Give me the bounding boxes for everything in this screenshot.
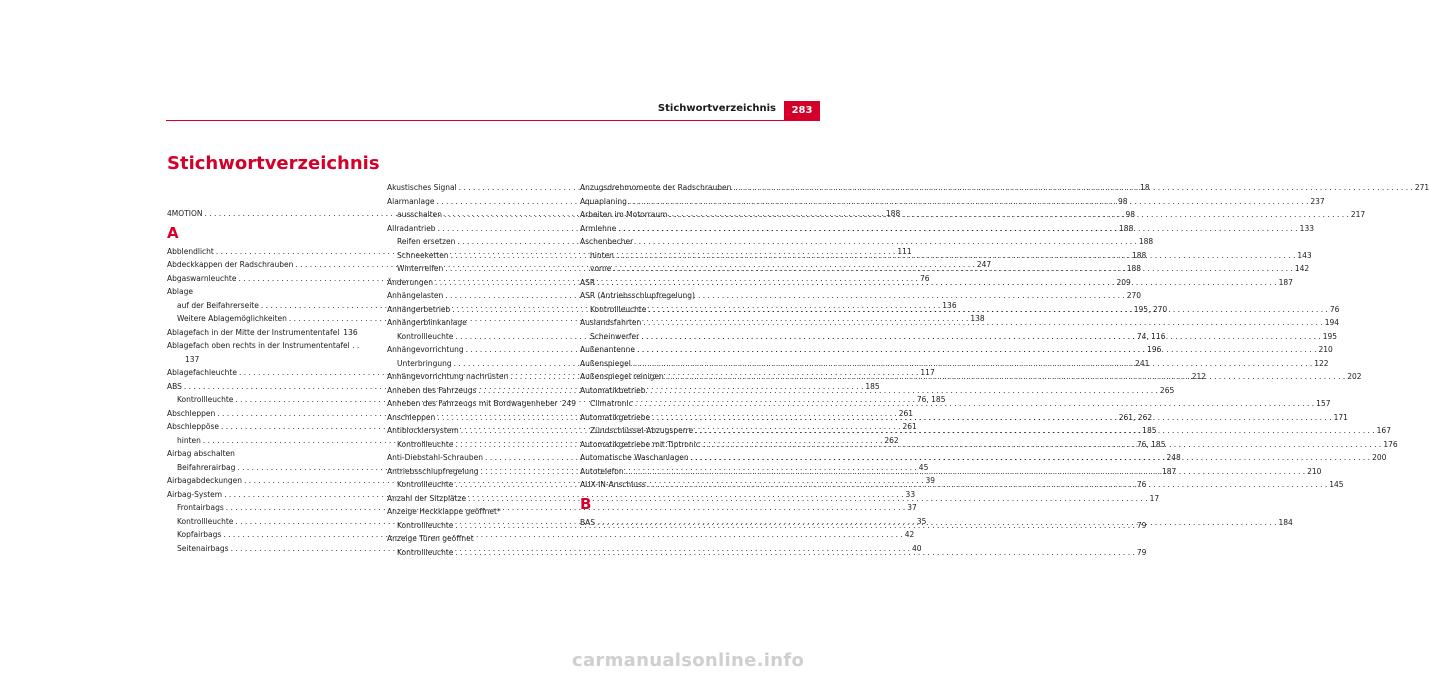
- index-heading: Airbag abschalten: [167, 449, 235, 458]
- index-subentry: Kontrollleuchte . . . 74, 116: [387, 330, 573, 344]
- index-subentry: auf der Beifahrerseite . . . 136: [167, 299, 353, 313]
- index-entry: Arbeiten im Motorraum . . . 217: [580, 208, 768, 222]
- index-entry-wrapped: Ablagefach oben rechts in der Instrumententafel . .: [167, 341, 360, 350]
- index-subentry: Kontrollleuchte . . . 79: [387, 546, 573, 560]
- index-subentry: hinten . . . 143: [580, 249, 768, 263]
- index-subentry: Kopfairbags . . . 42: [167, 528, 353, 542]
- index-entry: Abdeckkappen der Radschrauben . . . 247: [167, 258, 353, 272]
- index-subentry: Kontrollleuchte . . . 76, 185: [167, 393, 353, 407]
- index-entry: Auslandsfahrten . . . 194: [580, 316, 768, 330]
- index-entry: Automatikgetriebe . . . 171: [580, 411, 768, 425]
- page-title: Stichwortverzeichnis: [167, 153, 380, 174]
- index-subentry: Kontrollleuchte . . . 35: [167, 515, 353, 529]
- index-heading: Ablage: [167, 287, 193, 296]
- index-entry: Änderungen . . . 209: [387, 276, 573, 290]
- index-subentry: Climatronic . . . 157: [580, 397, 768, 411]
- section-letter-a: A: [167, 223, 179, 242]
- index-subentry: Scheinwerfer . . . 195: [580, 330, 768, 344]
- index-entry: Ablagefach in der Mitte der Instrumententafel 136: [167, 327, 358, 337]
- index-entry: Ablagefachleuchte . . . 117: [167, 366, 353, 380]
- index-entry: Allradantrieb . . . 188: [387, 222, 573, 236]
- index-heading: ASR (Antriebsschlupfregelung): [580, 291, 695, 300]
- index-subentry: Seitenairbags . . . 40: [167, 542, 353, 556]
- index-entry: BAS . . . 184: [580, 516, 768, 530]
- index-heading: Anzeige Türen geöffnet: [387, 534, 474, 543]
- index-subentry: Schneeketten . . . 188: [387, 249, 573, 263]
- index-subentry: Kontrollleuchte . . . 76: [387, 478, 573, 492]
- index-subentry: hinten . . . 262: [167, 434, 353, 448]
- index-entry: Alarmanlage . . . 98: [387, 195, 573, 209]
- index-entry: Autotelefon . . . 210: [580, 465, 768, 479]
- index-entry-wrapped-page: 137: [185, 354, 200, 364]
- index-entry: Außenspiegel . . . 122: [580, 357, 768, 371]
- index-heading: Aschenbecher: [580, 237, 634, 246]
- index-entry: AUX-IN-Anschluss . . . 145: [580, 478, 768, 492]
- index-heading: Automatikbetrieb: [580, 385, 646, 395]
- index-subentry: Beifahrerairbag . . . 45: [167, 461, 353, 475]
- index-entry: Anschleppen . . . 261, 262: [387, 411, 573, 425]
- index-entry: Anti-Diebstahl-Schrauben . . . 248: [387, 451, 573, 465]
- index-entry: Außenantenne . . . 210: [580, 343, 768, 357]
- index-entry: Akustisches Signal . . . 18: [387, 181, 573, 195]
- index-entry: Anheben des Fahrzeugs mit Bordwagenheber 249: [387, 399, 577, 408]
- index-subentry: Weitere Ablagemöglichkeiten . . . 138: [167, 312, 353, 326]
- index-entry: Abschleppöse . . . 261: [167, 420, 353, 434]
- index-entry: Automatische Waschanlagen . . . 200: [580, 451, 768, 465]
- index-entry: ABS . . . 185: [167, 380, 353, 394]
- index-entry: Anhängevorrichtung . . . 196: [387, 343, 573, 357]
- index-subentry: Frontairbags . . . 37: [167, 501, 353, 515]
- index-entry: Airbag-System . . . 33: [167, 488, 353, 502]
- index-entry: 4MOTION . . . 188: [167, 207, 353, 221]
- index-entry: Armlehne . . . 133: [580, 222, 768, 236]
- section-letter-b: B: [580, 494, 592, 513]
- index-subentry: Winterreifen . . . 188: [387, 262, 573, 276]
- index-entry: Anzahl der Sitzplätze . . . 17: [387, 492, 573, 506]
- index-entry: ASR . . . 187: [580, 276, 768, 290]
- index-entry: Anhängerbetrieb . . . 195, 270: [387, 303, 573, 317]
- running-header-title: Stichwortverzeichnis: [657, 103, 776, 114]
- index-entry: Außenspiegel reinigen . . . 202: [580, 370, 768, 384]
- index-entry: Abschleppen . . . 261: [167, 407, 353, 421]
- index-entry: Anheben des Fahrzeugs . . . 265: [387, 384, 573, 398]
- header-rule: [166, 120, 820, 121]
- index-subentry: ausschalten . . . 98: [387, 208, 573, 222]
- index-subentry: Kontrollleuchte . . . 79: [387, 519, 573, 533]
- index-entry: Antiblockiersystem . . . 185: [387, 424, 573, 438]
- index-subentry: Kontrollleuchte . . . 76: [580, 303, 768, 317]
- index-subentry: Unterbringung . . . 241: [387, 357, 573, 371]
- index-entry: Airbagabdeckungen . . . 39: [167, 474, 353, 488]
- index-entry: Anhängevorrichtung nachrüsten . . . 212: [387, 370, 573, 384]
- index-subentry: Zündschlüssel-Abzugsperre . . . 167: [580, 424, 768, 438]
- index-subentry: Kontrollleuchte . . . 76, 185: [387, 438, 573, 452]
- index-entry: Abgaswarnleuchte . . . 76: [167, 272, 353, 286]
- index-entry: Aquaplaning . . . 237: [580, 195, 768, 209]
- index-heading: Anhängerblinkanlage: [387, 318, 467, 327]
- index-subentry: Reifen ersetzen . . . 188: [387, 235, 573, 249]
- index-entry: Anhängelasten . . . 270: [387, 289, 573, 303]
- watermark: carmanualsonline.info: [572, 650, 805, 671]
- index-subentry: vorne . . . 142: [580, 262, 768, 276]
- index-entry: Abblendlicht . . . 111: [167, 245, 353, 259]
- index-entry: Automatikgetriebe mit Tiptronic . . . 176: [580, 438, 768, 452]
- index-entry: Anzugsdrehmomente der Radschrauben . . . 271: [580, 181, 768, 195]
- index-heading: Anzeige Heckklappe geöffnet*: [387, 507, 501, 516]
- page-number-badge: 283: [784, 101, 820, 120]
- index-entry: Antriebsschlupfregelung . . . 187: [387, 465, 573, 479]
